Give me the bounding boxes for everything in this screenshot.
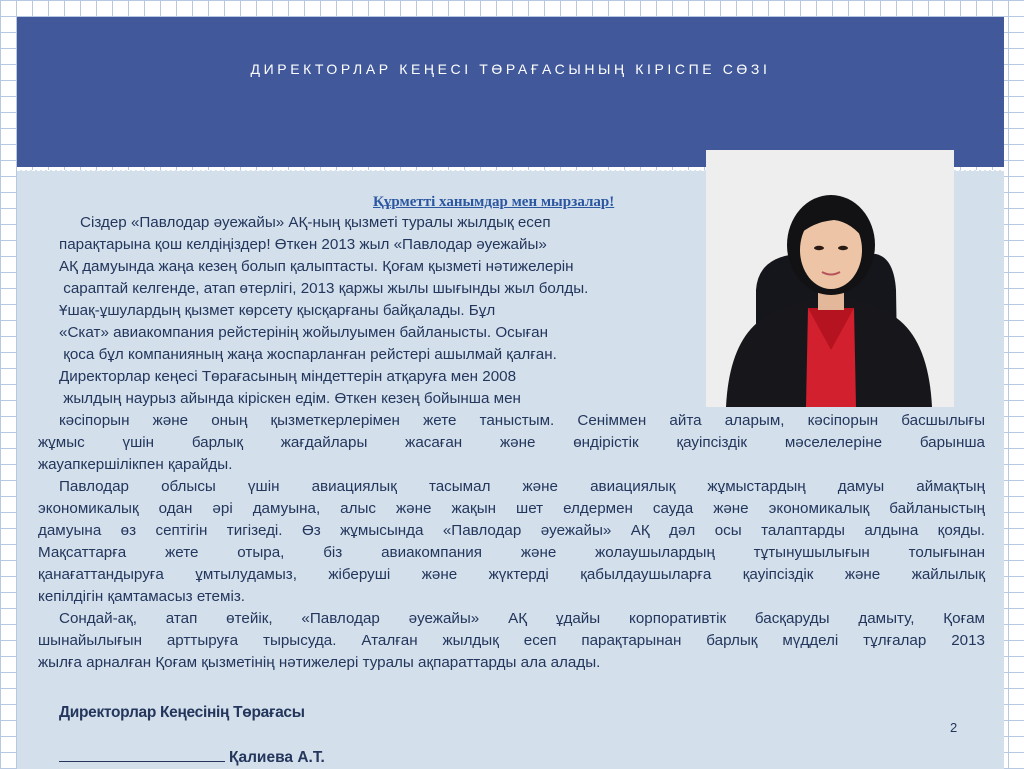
text-line: жауапкершілікпен қарайды.: [38, 456, 233, 473]
chairperson-photo: [706, 150, 954, 407]
text-line: Директорлар кеңесі Төрағасының міндеттерін атқаруға мен 2008: [59, 368, 517, 385]
text-line: экономикалық одан әрі дамуына, алыс және жақын шет елдермен сауда және экономикалық байланыстың: [38, 500, 985, 517]
text-line: жылдың наурыз айында кіріскен едім. Өткен кезең бойынша мен: [59, 390, 521, 407]
text-line: Сіздер «Павлодар әуежайы» АҚ-ның қызметі туралы жылдық есеп: [80, 214, 551, 231]
text-line: жұмыс үшін барлық жағдайлары жасаған және өндірістік қауіпсіздік мәселелеріне барынша: [38, 434, 985, 451]
text-line: шынайылығын арттыруға тырысуда. Аталған жылдық есеп парақтарынан барлық мүдделі тұлғалар 2013: [38, 632, 985, 649]
signature-title: Директорлар Кеңесінің Төрағасы: [59, 704, 305, 721]
text-line: парақтарына қош келдіңіздер! Өткен 2013 жыл «Павлодар әуежайы»: [59, 236, 547, 253]
text-line: жылға арналған Қоғам қызметінің нәтижелері туралы ақпараттарды ала алады.: [38, 654, 601, 671]
signature-line: [59, 747, 325, 767]
signature-name: Қалиева А.Т.: [229, 749, 325, 766]
text-line: қанағаттандыруға ұмтылудамыз, жіберуші және жүктерді қабылдаушыларға қауіпсіздік және жайлылық: [38, 566, 985, 583]
text-line: Сондай-ақ, атап өтейік, «Павлодар әуежайы» АҚ ұдайы корпоративтік басқаруды дамыту, Қоғам: [59, 610, 985, 627]
text-line: Ұшақ-ұшулардың қызмет көрсету қысқарғаны байқалады. Бұл: [59, 302, 496, 319]
text-line: «Скат» авиакомпания рейстерінің жойылуымен байланысты. Осыған: [59, 324, 549, 341]
signature-blank: [59, 747, 225, 762]
text-line: кепілдігін қамтамасыз етеміз.: [38, 588, 245, 605]
header-banner: [17, 17, 1004, 167]
text-line: кәсіпорын және оның қызметкерлерімен жете таныстым. Сеніммен айта аларым, кәсіпорын басшылығы: [59, 412, 985, 429]
text-line: дамуына өз септігін тигізеді. Өз жұмысында «Павлодар әуежайы» АҚ дәл осы талаптарды алдына қояды.: [38, 522, 985, 539]
text-line: Павлодар облысы үшін авиациялық тасымал және авиациялық жұмыстардың дамуы аймақтың: [59, 478, 985, 495]
text-line: АҚ дамуында жаңа кезең болып қалыптасты. Қоғам қызметі нәтижелерін: [59, 258, 574, 275]
page-number: 2: [950, 720, 958, 735]
greeting: Құрметті ханымдар мен мырзалар!: [373, 194, 615, 210]
text-line: қоса бұл компанияның жаңа жоспарланған рейстері ашылмай қалған.: [59, 346, 557, 363]
page-title: ДИРЕКТОРЛАР КЕҢЕСІ ТӨРАҒАСЫНЫҢ КІРІСПЕ СӨЗІ: [250, 61, 771, 77]
text-line: сараптай келгенде, атап өтерлігі, 2013 қаржы жылы шығынды жыл болды.: [59, 280, 589, 297]
text-line: Мақсаттарға жете отыра, біз авиакомпания және жолаушылардың тұтынушылығын толығынан: [38, 544, 985, 561]
